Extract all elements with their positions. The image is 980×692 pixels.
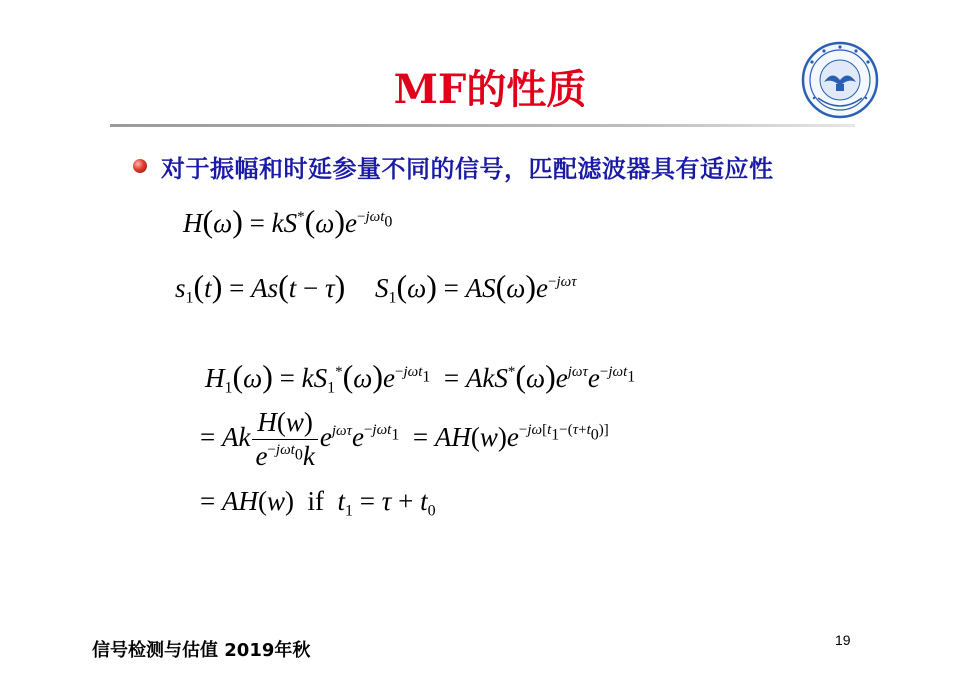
slide-title: MF的性质 bbox=[393, 66, 587, 113]
formula-text: = AH(w) if $t_1 = \tau + t_0$ bbox=[200, 486, 436, 520]
title-divider bbox=[110, 124, 855, 127]
formula-text: $s_1(t) = As(t - \tau)$ bbox=[175, 268, 346, 307]
bullet-text: 对于振幅和时延参量不同的信号，匹配滤波器具有适应性 bbox=[161, 154, 774, 183]
fraction: $\frac{H(w)}{e^{-j\omega t_0}k}$ bbox=[252, 407, 317, 472]
formula-text: $H(\omega) = kS^*(\omega)e^{-j\omega t_0}$ bbox=[183, 203, 393, 239]
formula-matched-filter bbox=[183, 203, 392, 240]
formula-derivation-step bbox=[200, 407, 609, 472]
formula-delayed-signal bbox=[175, 268, 345, 305]
formula-condition bbox=[200, 486, 436, 520]
bullet-dot-icon bbox=[133, 159, 147, 173]
footer-course: 信号检测与估值 2019年秋 bbox=[92, 640, 311, 661]
university-seal-icon bbox=[800, 40, 880, 120]
bullet-item bbox=[133, 150, 774, 182]
formula-delayed-spectrum bbox=[375, 268, 577, 305]
formula-text: $S_1(\omega) = AS(\omega)e^{-j\omega\tau}$ bbox=[375, 268, 577, 307]
page-number: 19 bbox=[835, 632, 851, 648]
formula-text: = Ak $\frac{H(w)}{e^{-j\omega t_0}k}$ $e^{j\omega\tau}e^{-j\omega t_1} = AH(w)e^{-j\omega[t_1-(\tau+t_0)]}$ bbox=[200, 407, 609, 471]
formula-filter-h1 bbox=[205, 358, 635, 395]
formula-text: $H_1(\omega) = kS_1^*(\omega)e^{-j\omega t_1} = AkS^*(\omega)e^{j\omega\tau}e^{-j\omega t_1}$ bbox=[205, 358, 636, 397]
